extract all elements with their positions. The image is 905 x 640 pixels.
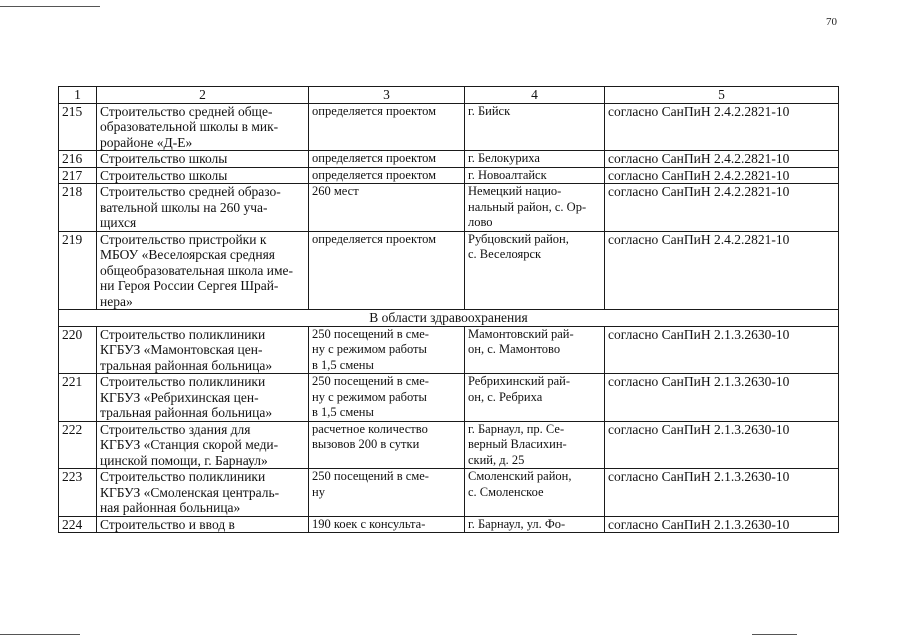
- cell-line: 250 посещений в сме-: [312, 326, 429, 341]
- cell-line: определяется проектом: [312, 103, 437, 118]
- capacity-cell: [309, 103, 465, 151]
- cell-line: Мамонтовский рай-: [468, 326, 574, 341]
- table-row: [59, 184, 839, 232]
- capacity-cell: [309, 167, 465, 184]
- cell-line: вызовов 200 в сутки: [312, 437, 420, 451]
- cell-line: вательной школы на 260 уча-: [100, 199, 268, 215]
- standard-cell: согласно СанПиН 2.1.3.2630-10: [605, 469, 839, 517]
- table-row: [59, 167, 839, 184]
- row-number: 224: [59, 516, 97, 533]
- cell-line: КГБУЗ «Станция скорой меди-: [100, 437, 279, 452]
- cell-line: тральная районная больница»: [100, 357, 273, 373]
- cell-line: Смоленский район,: [468, 469, 572, 483]
- cell-line: КГБУЗ «Ребрихинская цен-: [100, 389, 259, 405]
- cell-line: расчетное количество: [312, 421, 428, 436]
- header-cell: 4: [465, 87, 605, 104]
- object-name-cell: [97, 421, 309, 469]
- object-name-cell: [97, 103, 309, 151]
- table-header-row: [59, 87, 839, 104]
- header-cell: 1: [59, 87, 97, 104]
- cell-line: 260 мест: [312, 184, 359, 198]
- table-row: [59, 421, 839, 469]
- cell-line: МБОУ «Веселоярская средняя: [100, 247, 275, 262]
- cell-line: нера»: [100, 293, 133, 309]
- capacity-cell: [309, 374, 465, 422]
- cell-line: в 1,5 смены: [312, 405, 374, 419]
- cell-line: верный Власихин-: [468, 437, 567, 451]
- row-number: 216: [59, 151, 97, 168]
- standard-cell: согласно СанПиН 2.4.2.2821-10: [605, 103, 839, 151]
- header-cell: 5: [605, 87, 839, 104]
- cell-line: ну с режимом работы: [312, 389, 427, 404]
- cell-line: лово: [468, 215, 493, 229]
- capacity-cell: [309, 231, 465, 310]
- cell-line: 190 коек с консульта-: [312, 516, 426, 531]
- cell-line: ну с режимом работы: [312, 342, 427, 356]
- cell-line: он, с. Ребриха: [468, 389, 543, 404]
- cell-line: Строительство средней образо-: [100, 184, 281, 199]
- cell-line: образовательной школы в мик-: [100, 119, 279, 134]
- standard-cell: согласно СанПиН 2.4.2.2821-10: [605, 151, 839, 168]
- scan-artifact-top: [0, 6, 100, 7]
- cell-line: Строительство поликлиники: [100, 326, 266, 342]
- object-name-cell: [97, 151, 309, 168]
- location-cell: [465, 151, 605, 168]
- standard-cell: согласно СанПиН 2.4.2.2821-10: [605, 184, 839, 232]
- object-name-cell: [97, 231, 309, 310]
- object-name-cell: [97, 167, 309, 184]
- object-name-cell: [97, 374, 309, 422]
- section-title: В области здравоохранения: [59, 310, 839, 327]
- cell-line: г. Белокуриха: [468, 151, 540, 165]
- cell-line: Строительство и ввод в: [100, 516, 235, 532]
- cell-line: цинской помощи, г. Барнаул»: [100, 452, 268, 468]
- object-name-cell: [97, 326, 309, 374]
- cell-line: ная районная больница»: [100, 500, 241, 515]
- table-row: [59, 103, 839, 151]
- header-cell: 3: [309, 87, 465, 104]
- row-number: 219: [59, 231, 97, 310]
- location-cell: [465, 231, 605, 310]
- object-name-cell: [97, 184, 309, 232]
- cell-line: ну: [312, 484, 325, 499]
- standard-cell: согласно СанПиН 2.4.2.2821-10: [605, 167, 839, 184]
- cell-line: определяется проектом: [312, 167, 437, 182]
- header-cell: 2: [97, 87, 309, 104]
- cell-line: Рубцовский район,: [468, 231, 569, 246]
- section-row: [59, 310, 839, 327]
- cell-line: КГБУЗ «Мамонтовская цен-: [100, 342, 263, 357]
- cell-line: Строительство поликлиники: [100, 469, 266, 484]
- standard-cell: согласно СанПиН 2.1.3.2630-10: [605, 516, 839, 533]
- capacity-cell: [309, 469, 465, 517]
- cell-line: ский, д. 25: [468, 452, 525, 467]
- capacity-cell: [309, 421, 465, 469]
- row-number: 222: [59, 421, 97, 469]
- cell-line: г. Бийск: [468, 103, 511, 118]
- cell-line: с. Веселоярск: [468, 247, 542, 261]
- location-cell: [465, 469, 605, 517]
- row-number: 221: [59, 374, 97, 422]
- cell-line: г. Новоалтайск: [468, 167, 547, 182]
- cell-line: Строительство школы: [100, 167, 228, 183]
- cell-line: общеобразовательная школа име-: [100, 262, 293, 278]
- object-name-cell: [97, 516, 309, 533]
- cell-line: Строительство поликлиники: [100, 374, 266, 389]
- scan-artifact-bottom-right: [752, 634, 797, 635]
- capacity-cell: [309, 184, 465, 232]
- row-number: 220: [59, 326, 97, 374]
- capacity-cell: [309, 151, 465, 168]
- table-row: [59, 326, 839, 374]
- standard-cell: согласно СанПиН 2.1.3.2630-10: [605, 421, 839, 469]
- cell-line: Строительство школы: [100, 151, 228, 166]
- cell-line: тральная районная больница»: [100, 405, 273, 420]
- table-row: [59, 374, 839, 422]
- cell-line: КГБУЗ «Смоленская централь-: [100, 484, 280, 500]
- capacity-cell: [309, 516, 465, 533]
- row-number: 223: [59, 469, 97, 517]
- cell-line: в 1,5 смены: [312, 357, 374, 372]
- capacity-cell: [309, 326, 465, 374]
- cell-line: рорайоне «Д-Е»: [100, 134, 193, 150]
- cell-line: нальный район, с. Ор-: [468, 199, 587, 214]
- standard-cell: согласно СанПиН 2.1.3.2630-10: [605, 326, 839, 374]
- cell-line: Немецкий нацио-: [468, 184, 562, 198]
- row-number: 218: [59, 184, 97, 232]
- table-row: [59, 231, 839, 310]
- cell-line: определяется проектом: [312, 151, 437, 165]
- table-row: [59, 151, 839, 168]
- table-row: [59, 469, 839, 517]
- cell-line: г. Барнаул, ул. Фо-: [468, 516, 566, 531]
- row-number: 217: [59, 167, 97, 184]
- location-cell: [465, 421, 605, 469]
- cell-line: г. Барнаул, пр. Се-: [468, 421, 565, 436]
- location-cell: [465, 167, 605, 184]
- location-cell: [465, 326, 605, 374]
- cell-line: определяется проектом: [312, 231, 437, 246]
- standard-cell: согласно СанПиН 2.4.2.2821-10: [605, 231, 839, 310]
- location-cell: [465, 516, 605, 533]
- table-row: [59, 516, 839, 533]
- location-cell: [465, 184, 605, 232]
- scan-artifact-bottom-left: [0, 634, 80, 635]
- cell-line: 250 посещений в сме-: [312, 469, 429, 483]
- document-table: [58, 86, 839, 533]
- cell-line: Строительство пристройки к: [100, 231, 267, 247]
- row-number: 215: [59, 103, 97, 151]
- standard-cell: согласно СанПиН 2.1.3.2630-10: [605, 374, 839, 422]
- page-number: 70: [826, 16, 837, 28]
- location-cell: [465, 374, 605, 422]
- cell-line: Строительство здания для: [100, 421, 251, 437]
- cell-line: 250 посещений в сме-: [312, 374, 429, 388]
- cell-line: Строительство средней обще-: [100, 103, 273, 119]
- cell-line: он, с. Мамонтово: [468, 342, 561, 356]
- cell-line: ни Героя России Сергея Шрай-: [100, 278, 279, 293]
- cell-line: с. Смоленское: [468, 484, 544, 499]
- cell-line: Ребрихинский рай-: [468, 374, 571, 388]
- cell-line: щихся: [100, 215, 137, 230]
- object-name-cell: [97, 469, 309, 517]
- location-cell: [465, 103, 605, 151]
